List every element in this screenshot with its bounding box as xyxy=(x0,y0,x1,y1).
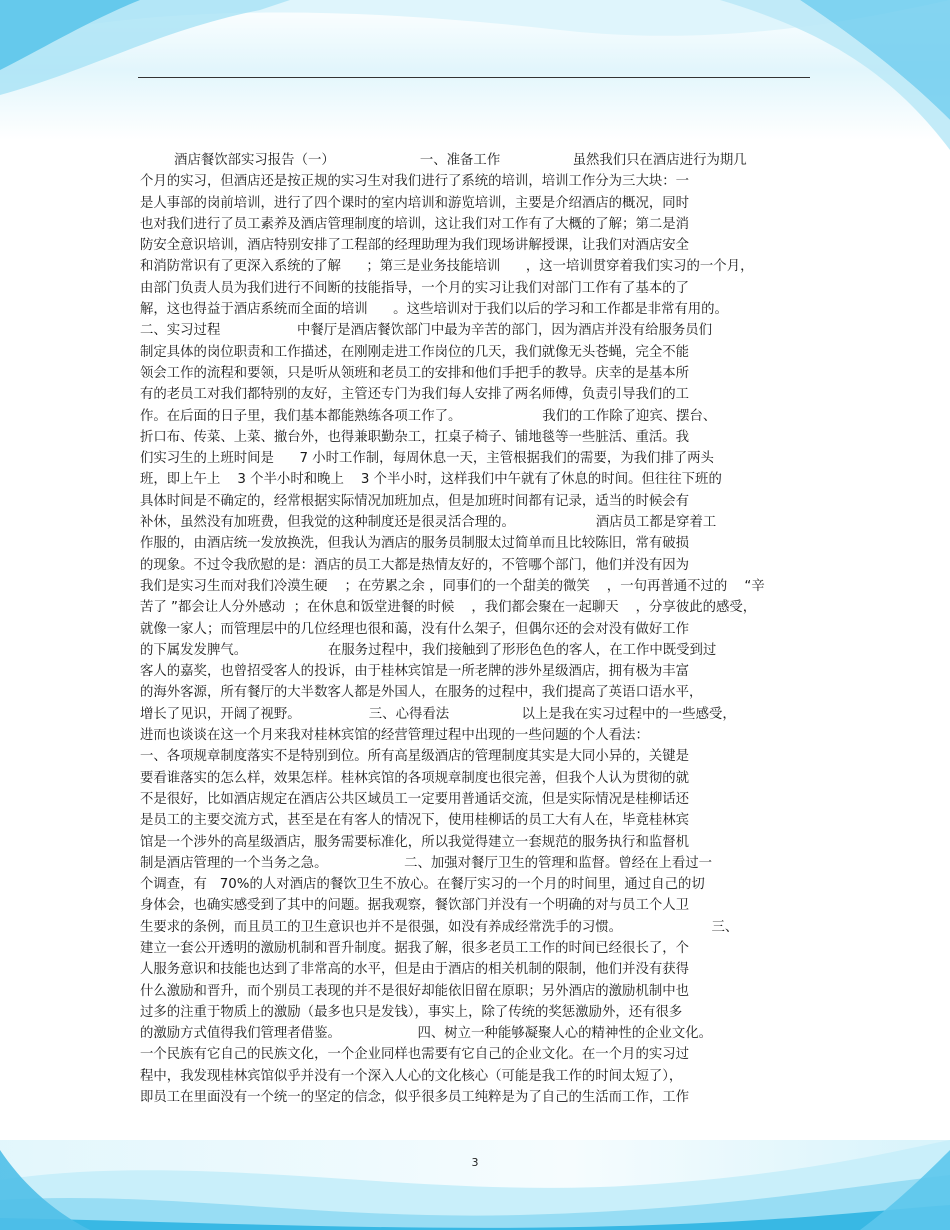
report-body xyxy=(140,150,812,1108)
text-line: 是人事部的岗前培训，进行了四个课时的室内培训和游览培训，主要是介绍酒店的概况，同时 xyxy=(140,195,690,211)
text-line: 是员工的主要交流方式，甚至是在有客人的情况下，使用桂柳话的员工大有人在，毕竟桂林宾 xyxy=(140,813,690,829)
text-line: 们实习生的上班时间是 7 小时工作制，每周休息一天，主管根据我们的需要，为我们排了两头 xyxy=(140,451,714,467)
text-line: 的下属发发脾气。 在服务过程中，我们接触到了形形色色的客人，在工作中既受到过 xyxy=(140,642,717,658)
text-line: 什么激励和晋升，而个别员工表现的并不是很好却能依旧留在原职；另外酒店的激励机制中也 xyxy=(140,983,690,999)
text-line: 生要求的条例，而且员工的卫生意识也并不是很强，如没有养成经常洗手的习惯。 三、 xyxy=(140,919,739,935)
text-line: 馆是一个涉外的高星级酒店，服务需要标准化，所以我觉得建立一套规范的服务执行和监督机 xyxy=(140,834,690,850)
text-line: 苦了 ”都会让人分外感动 ；在休息和饭堂进餐的时候 ，我们都会聚在一起聊天 ，分享彼此的感受， xyxy=(140,600,757,616)
page-number: 3 xyxy=(471,1156,479,1169)
text-line: 领会工作的流程和要领，只是听从领班和老员工的安排和他们手把手的教导。庆幸的是基本所 xyxy=(140,365,690,381)
text-line: 进而也谈谈在这一个月来我对桂林宾馆的经营管理过程中出现的一些问题的个人看法： xyxy=(140,728,649,744)
text-line: 增长了见识，开阔了视野。 三、心得看法 以上是我在实习过程中的一些感受， xyxy=(140,706,736,722)
text-line: 防安全意识培训，酒店特别安排了工程部的经理助理为我们现场讲解授课，让我们对酒店安全 xyxy=(140,238,690,254)
text-line: 个月的实习，但酒店还是按正规的实习生对我们进行了系统的培训，培训工作分为三大块：一 xyxy=(140,174,690,190)
text-line: 人服务意识和技能也达到了非常高的水平，但是由于酒店的相关机制的限制，他们并没有获得 xyxy=(140,962,690,978)
text-line: 折口布、传菜、上菜、撤台外，也得兼职勤杂工，扛桌子椅子、铺地毯等一些脏活、重活。我 xyxy=(140,429,690,445)
text-line: 要看谁落实的怎么样，效果怎样。桂林宾馆的各项规章制度也很完善，但我个人认为贯彻的就 xyxy=(140,770,690,786)
text-line: 制定具体的岗位职责和工作描述，在刚刚走进工作岗位的几天，我们就像无头苍蝇，完全不能 xyxy=(140,344,690,360)
text-line: 补休，虽然没有加班费，但我觉的这种制度还是很灵活合理的。 酒店员工都是穿着工 xyxy=(140,515,717,531)
text-line: 具体时间是不确定的，经常根据实际情况加班加点，但是加班时间都有记录，适当的时候会有 xyxy=(140,493,690,509)
text-line: 过多的注重于物质上的激励（最多也只是发钱），事实上，除了传统的奖惩激励外，还有很多 xyxy=(140,1004,683,1020)
text-line: 一个民族有它自己的民族文化，一个企业同样也需要有它自己的企业文化。在一个月的实习过 xyxy=(140,1047,690,1063)
text-line: 作服的，由酒店统一发放换洗，但我认为酒店的服务员制服太过简单而且比较陈旧，常有破损 xyxy=(140,536,690,552)
text-line: 班，即上午上 3 个半小时和晚上 3 个半小时，这样我们中午就有了休息的时间。但往往下班的 xyxy=(140,472,722,488)
text-line: 程中，我发现桂林宾馆似乎并没有一个深入人心的文化核心（可能是我工作的时间太短了）， xyxy=(140,1068,683,1084)
text-line: 酒店餐饮部实习报告（一） 一、准备工作 虽然我们只在酒店进行为期几 xyxy=(140,153,747,168)
text-line: 不是很好，比如酒店规定在酒店公共区域员工一定要用普通话交流，但是实际情况是桂柳话还 xyxy=(140,791,690,807)
text-line: 解，这也得益于酒店系统而全面的培训 。这些培训对于我们以后的学习和工作都是非常有用的。 xyxy=(140,302,728,318)
text-line: 的现象。不过令我欣慰的是：酒店的员工大都是热情友好的，不管哪个部门，他们并没有因为 xyxy=(140,557,690,573)
text-line: 由部门负责人员为我们进行不间断的技能指导，一个月的实习让我们对部门工作有了基本的了 xyxy=(140,280,690,296)
text-line: 建立一套公开透明的激励机制和晋升制度。据我了解，很多老员工工作的时间已经很长了，个 xyxy=(140,940,690,956)
text-line: 即员工在里面没有一个统一的坚定的信念，似乎很多员工纯粹是为了自己的生活而工作，工作 xyxy=(140,1090,690,1106)
text-line: 二、实习过程 中餐厅是酒店餐饮部门中最为辛苦的部门，因为酒店并没有给服务员们 xyxy=(140,323,713,339)
text-line: 客人的嘉奖，也曾招受客人的投诉，由于桂林宾馆是一所老牌的涉外星级酒店，拥有极为丰富 xyxy=(140,664,690,680)
header-rule xyxy=(138,77,810,78)
text-line: 也对我们进行了员工素养及酒店管理制度的培训，这让我们对工作有了大概的了解；第二是消 xyxy=(140,216,690,232)
text-line: 的激励方式值得我们管理者借鉴。 四、树立一种能够凝聚人心的精神性的企业文化。 xyxy=(140,1026,713,1042)
text-line: 就像一家人；而管理层中的几位经理也很和蔼，没有什么架子，但偶尔还的会对没有做好工作 xyxy=(140,621,690,637)
text-line: 个调查，有 70%的人对酒店的餐饮卫生不放心。在餐厅实习的一个月的时间里，通过自己的切 xyxy=(140,877,705,893)
text-line: 一、各项规章制度落实不是特别到位。所有高星级酒店的管理制度其实是大同小异的，关键是 xyxy=(140,749,690,765)
text-line: 身体会，也确实感受到了其中的问题。据我观察，餐饮部门并没有一个明确的对与员工个人卫 xyxy=(140,898,690,914)
text-line: 我们是实习生而对我们冷漠生硬 ；在劳累之余 ，同事们的一个甜美的微笑 ，一句再普通不过的 “辛 xyxy=(140,578,765,594)
text-line: 作。在后面的日子里，我们基本都能熟练各项工作了。 我们的工作除了迎宾、摆台、 xyxy=(140,408,717,424)
text-line: 制是酒店管理的一个当务之急。 二、加强对餐厅卫生的管理和监督。曾经在上看过一 xyxy=(140,855,713,871)
text-line: 有的老员工对我们都特别的友好，主管还专门为我们每人安排了两名师傅，负责引导我们的工 xyxy=(140,387,690,403)
text-line: 和消防常识有了更深入系统的了解 ；第三是业务技能培训 ，这一培训贯穿着我们实习的一个月， xyxy=(140,259,754,275)
text-line: 的海外客源，所有餐厅的大半数客人都是外国人，在服务的过程中，我们提高了英语口语水平， xyxy=(140,685,703,701)
